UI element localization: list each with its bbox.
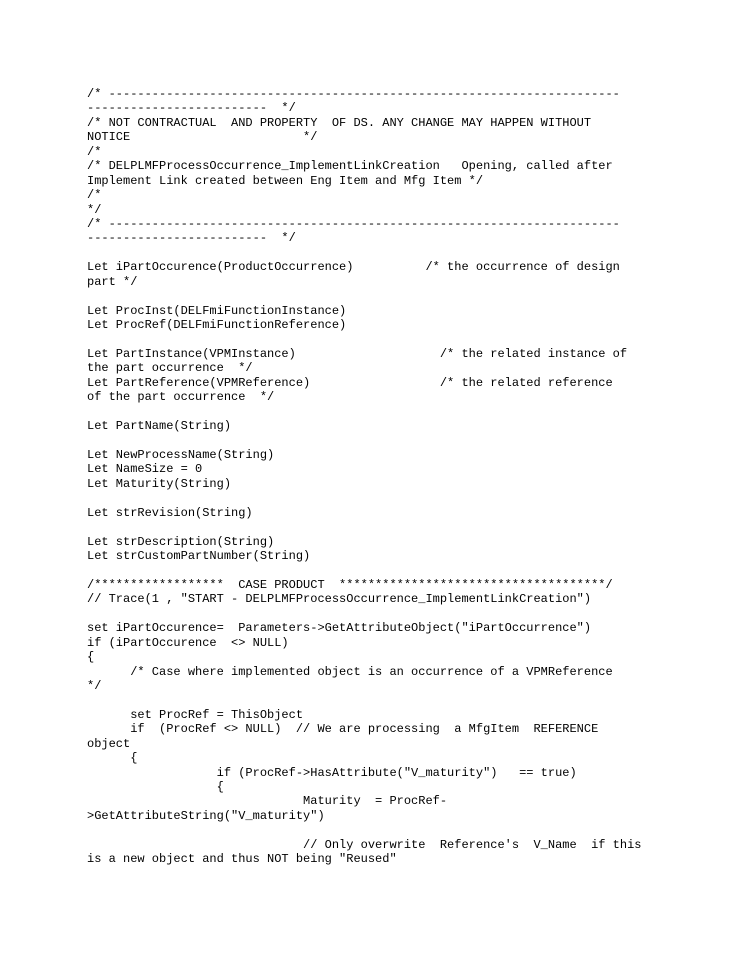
code-line: is a new object and thus NOT being "Reused" [87, 852, 397, 867]
code-line [87, 520, 727, 534]
code-line: Let PartReference(VPMReference) /* the related reference [87, 375, 613, 390]
code-line: if (iPartOccurence <> NULL) [87, 635, 289, 650]
code-line: /* DELPLMFProcessOccurrence_ImplementLinkCreation Opening, called after [87, 159, 613, 174]
code-line: { [87, 751, 138, 766]
code-line: if (ProcRef <> NULL) // We are processing a MfgItem REFERENCE [87, 722, 599, 737]
code-line: Let PartInstance(VPMInstance) /* the related instance of [87, 346, 628, 361]
code-line [87, 332, 727, 346]
code-line: Let strCustomPartNumber(String) [87, 549, 311, 563]
code-line: set ProcRef = ThisObject [87, 707, 304, 722]
code-line: Let ProcRef(DELFmiFunctionReference) [87, 318, 347, 332]
code-line [87, 246, 727, 260]
code-line: ------------------------- */ [87, 231, 296, 246]
code-line [87, 289, 727, 303]
code-line: /* ----------------------------------------------------------------------- [87, 87, 620, 101]
code-line: { [87, 650, 95, 665]
code-line: part */ [87, 274, 138, 289]
code-line: object [87, 736, 131, 751]
code-line [87, 434, 727, 448]
code-line [87, 607, 727, 621]
code-line [87, 491, 727, 505]
code-line: Let Maturity(String) [87, 476, 232, 491]
code-line: */ [87, 678, 102, 693]
code-line [87, 405, 727, 419]
code-line: Let ProcInst(DELFmiFunctionInstance) [87, 303, 347, 318]
code-line: Let NewProcessName(String) [87, 447, 275, 462]
code-line: >GetAttributeString("V_maturity") [87, 808, 325, 823]
code-line [87, 693, 727, 707]
code-line: // Trace(1 , "START - DELPLMFProcessOccurrence_ImplementLinkCreation") [87, 592, 592, 607]
code-line: Let strDescription(String) [87, 534, 275, 549]
code-line [87, 823, 727, 837]
code-line: of the part occurrence */ [87, 390, 275, 405]
code-line: Let PartName(String) [87, 419, 232, 434]
code-line: Implement Link created between Eng Item and Mfg Item */ [87, 173, 484, 188]
code-line: /****************** CASE PRODUCT *************************************/ [87, 577, 613, 592]
code-line: the part occurrence */ [87, 361, 253, 376]
code-line: if (ProcRef->HasAttribute("V_maturity") == true) [87, 765, 577, 780]
code-line: /* NOT CONTRACTUAL AND PROPERTY OF DS. ANY CHANGE MAY HAPPEN WITHOUT [87, 115, 592, 130]
code-line: ------------------------- */ [87, 101, 296, 116]
code-line: // Only overwrite Reference's V_Name if this [87, 837, 642, 852]
code-line: /* ----------------------------------------------------------------------- [87, 216, 620, 231]
code-line: */ [87, 202, 102, 217]
code-line: Let iPartOccurence(ProductOccurrence) /* the occurrence of design [87, 260, 620, 275]
code-line: { [87, 780, 224, 794]
code-line: set iPartOccurence= Parameters->GetAttributeObject("iPartOccurrence") [87, 621, 592, 636]
code-line: /* [87, 144, 102, 159]
code-listing [87, 87, 727, 867]
code-line [87, 563, 727, 577]
code-line: Let NameSize = 0 [87, 462, 203, 477]
code-line: /* Case where implemented object is an occurrence of a VPMReference [87, 664, 613, 679]
code-line: NOTICE */ [87, 130, 318, 145]
code-line: /* [87, 188, 102, 203]
code-line: Maturity = ProcRef- [87, 794, 448, 809]
code-line: Let strRevision(String) [87, 505, 253, 520]
